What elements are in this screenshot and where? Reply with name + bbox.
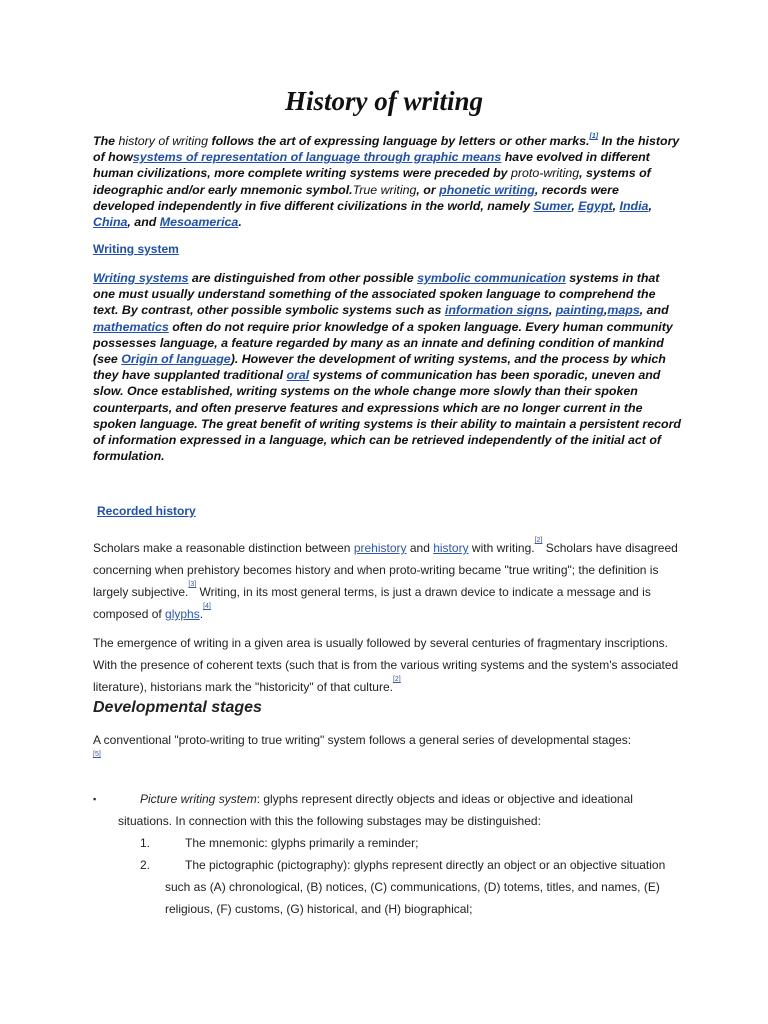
intro-paragraph — [93, 133, 683, 230]
heading-developmental-stages: Developmental stages — [93, 699, 262, 716]
text-run: . — [238, 215, 242, 230]
text-run: systems of communication has been sporadic, uneven and slow. Once established, writing systems on the whole change more slowly than their spoken counterparts, and often preserve features and expressions which are no longer current in the spoken language. The great benefit of writing systems is their ability to maintain a persistent record of information expressed in a language, which can be retrieved independently of the initial act of formulation. — [93, 368, 681, 464]
link-glyphs[interactable]: glyphs — [165, 607, 200, 621]
reference-5[interactable]: [5] — [93, 751, 101, 758]
item-number: 1. — [140, 836, 151, 850]
heading-writing-system[interactable]: Writing system — [93, 242, 179, 256]
recorded-history-paragraph-2 — [93, 632, 681, 698]
text-run: A conventional "proto-writing to true writing" system follows a general series of developmental stages: — [93, 733, 632, 747]
text-run: follows the art of expressing language by letters or other marks. — [208, 134, 590, 148]
text-run: , and — [639, 303, 669, 318]
text-run: In the history of how — [93, 134, 680, 165]
reference-3[interactable]: [3] — [188, 581, 197, 588]
link-egypt[interactable]: Egypt — [578, 198, 613, 213]
text-run: , — [548, 303, 556, 318]
page-title: History of writing — [284, 86, 484, 116]
item-text: The pictographic (pictography): glyphs represent directly an object or an objective situation such as (A) chronological, (B) notices, (C) communications, (D) totems, titles, and names, (E) religious, (F) customs, (G) historical, and (H) biographical; — [165, 858, 666, 916]
reference-1[interactable]: [1] — [589, 133, 599, 140]
reference-2[interactable]: [2] — [534, 537, 543, 544]
text-run: , systems of ideographic and/or early mnemonic symbol. — [93, 166, 651, 197]
link-mesoamerica[interactable]: Mesoamerica — [159, 215, 239, 230]
term-picture-writing: Picture writing system — [140, 792, 257, 806]
link-india[interactable]: India — [619, 198, 649, 213]
text-run: have evolved in different human civilizations, more complete writing systems were preceded by — [93, 150, 650, 181]
square-bullet-icon: ▪ — [93, 794, 97, 804]
item-text: The mnemonic: glyphs primarily a reminder; — [185, 836, 419, 850]
link-information-signs[interactable]: information signs — [444, 303, 549, 318]
link-prehistory[interactable]: prehistory — [353, 541, 407, 555]
link-sumer[interactable]: Sumer — [533, 198, 572, 213]
text-run: , — [603, 303, 608, 318]
text-run: and — [406, 541, 434, 555]
text-run: proto-writing — [510, 166, 580, 181]
link-china[interactable]: China — [93, 215, 128, 230]
text-run: with writing. — [468, 541, 535, 555]
text-run: , — [648, 198, 652, 213]
heading-recorded-history[interactable]: Recorded history — [97, 504, 196, 518]
list-item — [93, 854, 683, 920]
text-run: : glyphs represent directly objects and ideas or objective and ideational situations. In connection with this the following substages may be distinguished: — [118, 792, 633, 828]
link-oral[interactable]: oral — [286, 368, 310, 383]
link-mathematics[interactable]: mathematics — [93, 319, 169, 334]
text-run: Scholars make a reasonable distinction between — [93, 541, 354, 555]
link-phonetic-writing[interactable]: phonetic writing — [439, 182, 535, 197]
text-run: Writing, in its most general terms, is just a drawn device to indicate a message and is composed of — [93, 585, 651, 621]
text-run: The — [93, 134, 119, 148]
text-run: , or — [416, 182, 440, 197]
text-run: , and — [127, 215, 160, 230]
text-run: . — [199, 607, 204, 621]
list-item — [93, 832, 683, 854]
text-run: , — [571, 198, 579, 213]
text-run: history of writing — [118, 134, 209, 148]
link-maps[interactable]: maps — [607, 303, 640, 318]
writing-system-paragraph — [93, 270, 683, 464]
link-origin-of-language[interactable]: Origin of language — [121, 352, 231, 367]
text-run: The emergence of writing in a given area is usually followed by several centuries of fragmentary inscriptions. With the presence of coherent texts (such that is from the various writing systems and the system's associated literature), historians mark the "historicity" of that culture. — [93, 636, 679, 694]
text-run: ). However the development of writing systems, and the process by which they have supplanted traditional — [93, 352, 666, 383]
stages-list — [93, 788, 683, 920]
item-number: 2. — [140, 858, 151, 872]
text-run: are distinguished from other possible — [188, 271, 418, 285]
link-systems-of-representation[interactable]: systems of representation of language through graphic means — [132, 150, 502, 165]
text-run: Scholars have disagreed concerning when prehistory becomes history and when proto-writing became "true writing"; the definition is largely subjective. — [93, 541, 678, 599]
reference-2b[interactable]: [2] — [392, 676, 401, 683]
text-run: True writing — [352, 182, 417, 197]
link-history[interactable]: history — [433, 541, 469, 555]
recorded-history-paragraph-1 — [93, 537, 681, 625]
text-run: systems in that one must usually understand something of the associated spoken language to comprehend the text. By contrast, other possible symbolic systems such as — [93, 271, 660, 318]
link-symbolic-communication[interactable]: symbolic communication — [417, 271, 566, 285]
text-run: , — [612, 198, 620, 213]
text-run: often do not require prior knowledge of a spoken language. Every human community possesses language, a feature regarded by many as an innate and defining condition of mankind (see — [93, 319, 673, 367]
list-item — [93, 788, 683, 832]
link-painting[interactable]: painting — [555, 303, 604, 318]
reference-4[interactable]: [4] — [203, 603, 211, 610]
developmental-stages-intro — [93, 729, 681, 773]
text-run: , records were developed independently in five different civilizations in the world, namely — [93, 182, 619, 213]
link-writing-systems[interactable]: Writing systems — [93, 271, 189, 285]
